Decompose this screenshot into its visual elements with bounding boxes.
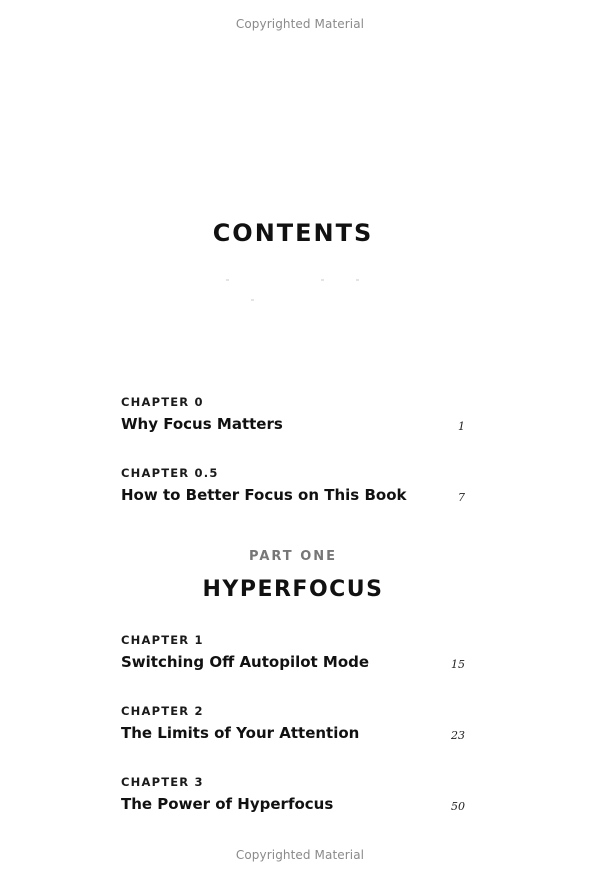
chapter-title: The Power of Hyperfocus [121,795,334,813]
part-label: PART ONE [248,549,338,564]
chapter-title: The Limits of Your Attention [121,724,360,742]
chapter-label: CHAPTER 1 [121,633,204,647]
toc-entry[interactable] [121,633,467,693]
chapter-label: CHAPTER 0.5 [121,466,219,480]
toc-entry[interactable] [121,775,467,835]
page-number: 15 [451,658,465,671]
toc-entry[interactable] [121,466,467,526]
copyright-watermark-bottom: Copyrighted Material [235,848,365,862]
part-title: HYPERFOCUS [202,577,384,602]
contents-heading: CONTENTS [212,219,374,247]
chapter-title: Switching Off Autopilot Mode [121,653,370,671]
chapter-label: CHAPTER 2 [121,704,204,718]
chapter-label: CHAPTER 0 [121,395,204,409]
chapter-label: CHAPTER 3 [121,775,204,789]
chapter-title: Why Focus Matters [121,415,283,433]
page-number: 7 [458,491,465,504]
toc-entry[interactable] [121,704,467,764]
copyright-watermark-top: Copyrighted Material [235,17,365,31]
toc-entry[interactable] [121,395,467,455]
page-number: 1 [458,420,465,433]
page-number: 50 [451,800,465,813]
page-number: 23 [451,729,465,742]
chapter-title: How to Better Focus on This Book [121,486,407,504]
